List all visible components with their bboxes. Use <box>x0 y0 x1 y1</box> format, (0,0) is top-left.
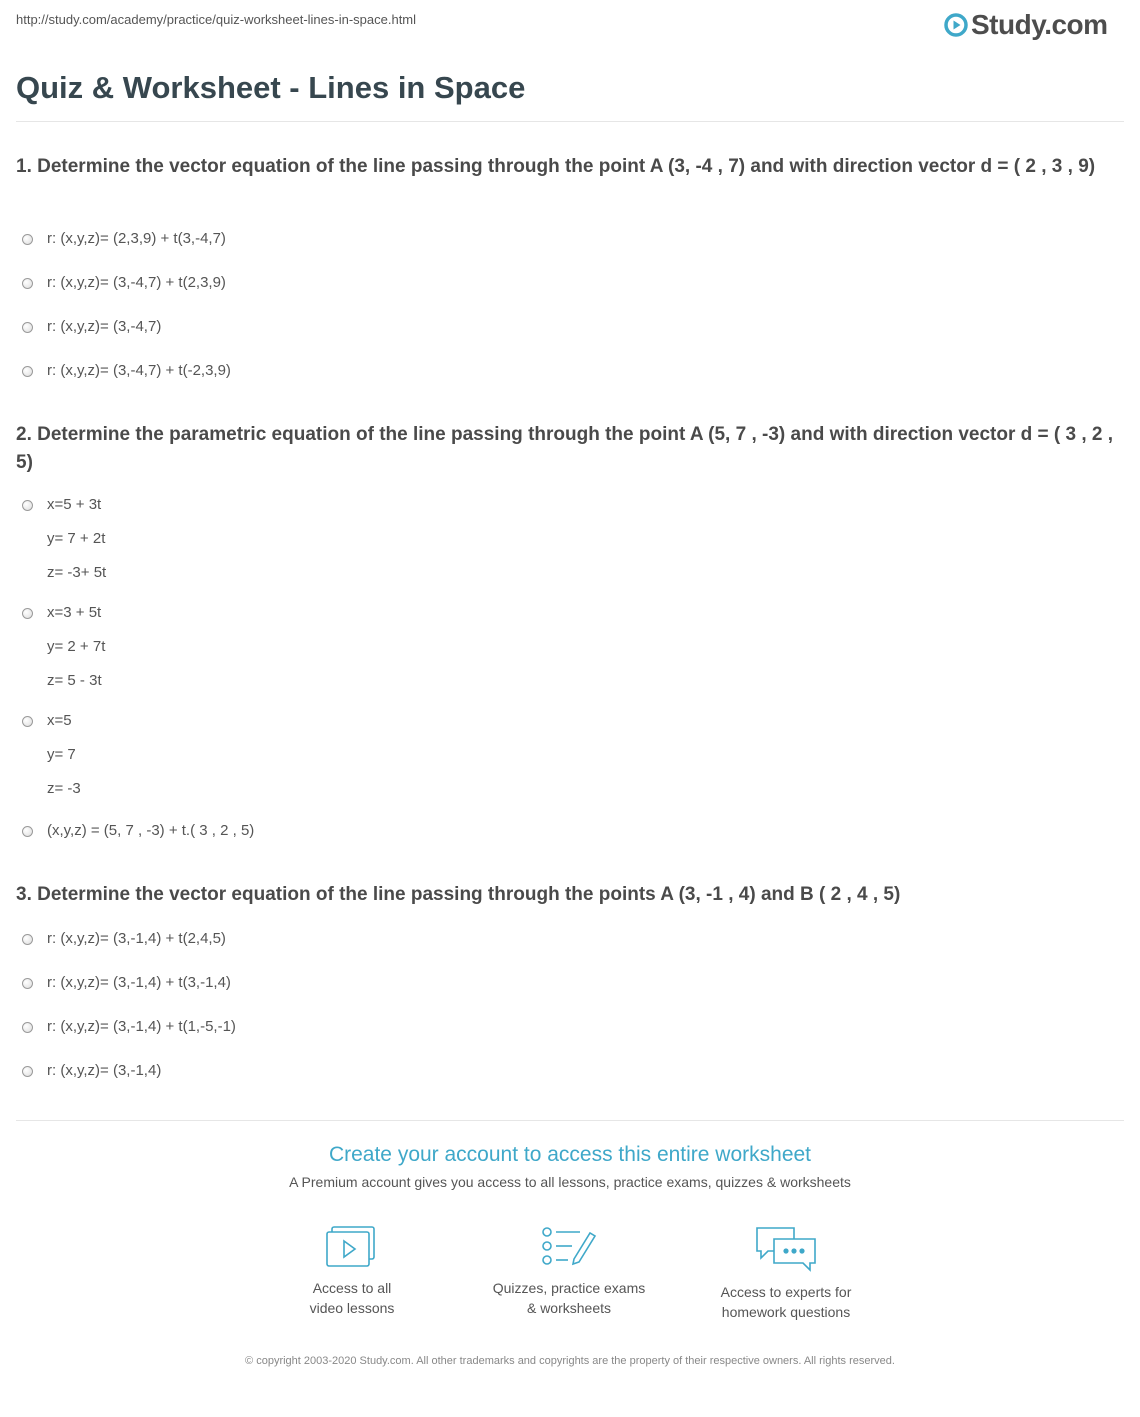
quiz-checklist-icon <box>540 1225 598 1269</box>
radio-button[interactable] <box>22 1022 33 1033</box>
cta-subtitle: A Premium account gives you access to all lessons, practice exams, quizzes & worksheets <box>289 1174 851 1190</box>
q3-option-4[interactable] <box>22 1061 161 1081</box>
title-divider <box>16 121 1124 122</box>
q1-option-4[interactable] <box>22 361 231 381</box>
option-text: x=5 <box>47 712 72 729</box>
option-text: x=5 + 3t <box>47 496 102 513</box>
q1-option-2[interactable] <box>22 273 226 293</box>
feature-quizzes <box>469 1225 669 1318</box>
copyright-notice: © copyright 2003-2020 Study.com. All other trademarks and copyrights are the property of their respective owners. All rights reserved. <box>245 1355 895 1367</box>
option-text: z= -3+ 5t <box>47 564 107 581</box>
option-text: z= -3 <box>47 780 81 797</box>
radio-button[interactable] <box>22 1066 33 1077</box>
chat-bubbles-icon <box>754 1225 818 1273</box>
feature-label: video lessons <box>309 1300 395 1316</box>
feature-label: & worksheets <box>526 1300 612 1316</box>
question-1: 1. Determine the vector equation of the line passing through the point A (3, -4 , 7) and with direction vector d = ( 2 , 3 , 9) <box>16 156 1096 177</box>
radio-button[interactable] <box>22 278 33 289</box>
option-text: r: (x,y,z)= (3,-1,4) + t(2,4,5) <box>47 930 226 947</box>
q2-option-3[interactable] <box>22 711 81 799</box>
option-text: (x,y,z) = (5, 7 , -3) + t.( 3 , 2 , 5) <box>47 822 255 839</box>
option-text: y= 7 + 2t <box>47 530 106 547</box>
feature-label: Quizzes, practice exams <box>492 1280 646 1296</box>
q1-option-1[interactable] <box>22 229 226 249</box>
radio-button[interactable] <box>22 500 33 511</box>
radio-button[interactable] <box>22 322 33 333</box>
radio-button[interactable] <box>22 978 33 989</box>
question-3: 3. Determine the vector equation of the line passing through the points A (3, -1 , 4) and B ( 2 , 4 , 5) <box>16 884 901 905</box>
radio-button[interactable] <box>22 826 33 837</box>
radio-button[interactable] <box>22 716 33 727</box>
q2-option-1[interactable] <box>22 495 106 583</box>
page-url: http://study.com/academy/practice/quiz-worksheet-lines-in-space.html <box>16 12 417 27</box>
option-text: r: (x,y,z)= (2,3,9) + t(3,-4,7) <box>47 230 226 247</box>
feature-label: Access to all <box>312 1280 392 1296</box>
option-text: r: (x,y,z)= (3,-1,4) <box>47 1062 162 1079</box>
question-2: 2. Determine the parametric equation of the line passing through the point A (5, 7 , -3) and with direction vector d = ( 3 , 2 , 5) <box>16 424 1114 473</box>
option-text: y= 7 <box>47 746 76 763</box>
q3-option-2[interactable] <box>22 973 231 993</box>
option-text: y= 2 + 7t <box>47 638 106 655</box>
q3-option-3[interactable] <box>22 1017 236 1037</box>
feature-video-lessons <box>252 1225 452 1318</box>
feature-label: homework questions <box>721 1304 851 1320</box>
option-text: r: (x,y,z)= (3,-4,7) + t(2,3,9) <box>47 274 226 291</box>
video-lessons-icon <box>324 1225 380 1269</box>
option-text: x=3 + 5t <box>47 604 102 621</box>
page-title: Quiz & Worksheet - Lines in Space <box>16 70 526 105</box>
option-text: r: (x,y,z)= (3,-1,4) + t(3,-1,4) <box>47 974 231 991</box>
create-account-link[interactable]: Create your account to access this entire worksheet <box>328 1143 812 1166</box>
option-text: z= 5 - 3t <box>47 672 102 689</box>
q2-option-4[interactable] <box>22 821 254 841</box>
option-text: r: (x,y,z)= (3,-4,7) <box>47 318 162 335</box>
study-logo[interactable] <box>944 8 1108 42</box>
radio-button[interactable] <box>22 934 33 945</box>
logo-text: Study.com <box>971 9 1108 40</box>
q1-option-3[interactable] <box>22 317 161 337</box>
feature-label: Access to experts for <box>720 1284 852 1300</box>
radio-button[interactable] <box>22 366 33 377</box>
play-circle-icon <box>944 13 968 37</box>
radio-button[interactable] <box>22 608 33 619</box>
feature-experts <box>686 1225 886 1322</box>
cta-divider <box>16 1120 1124 1121</box>
q2-option-2[interactable] <box>22 603 105 691</box>
option-text: r: (x,y,z)= (3,-4,7) + t(-2,3,9) <box>47 362 231 379</box>
option-text: r: (x,y,z)= (3,-1,4) + t(1,-5,-1) <box>47 1018 236 1035</box>
q3-option-1[interactable] <box>22 929 226 949</box>
radio-button[interactable] <box>22 234 33 245</box>
